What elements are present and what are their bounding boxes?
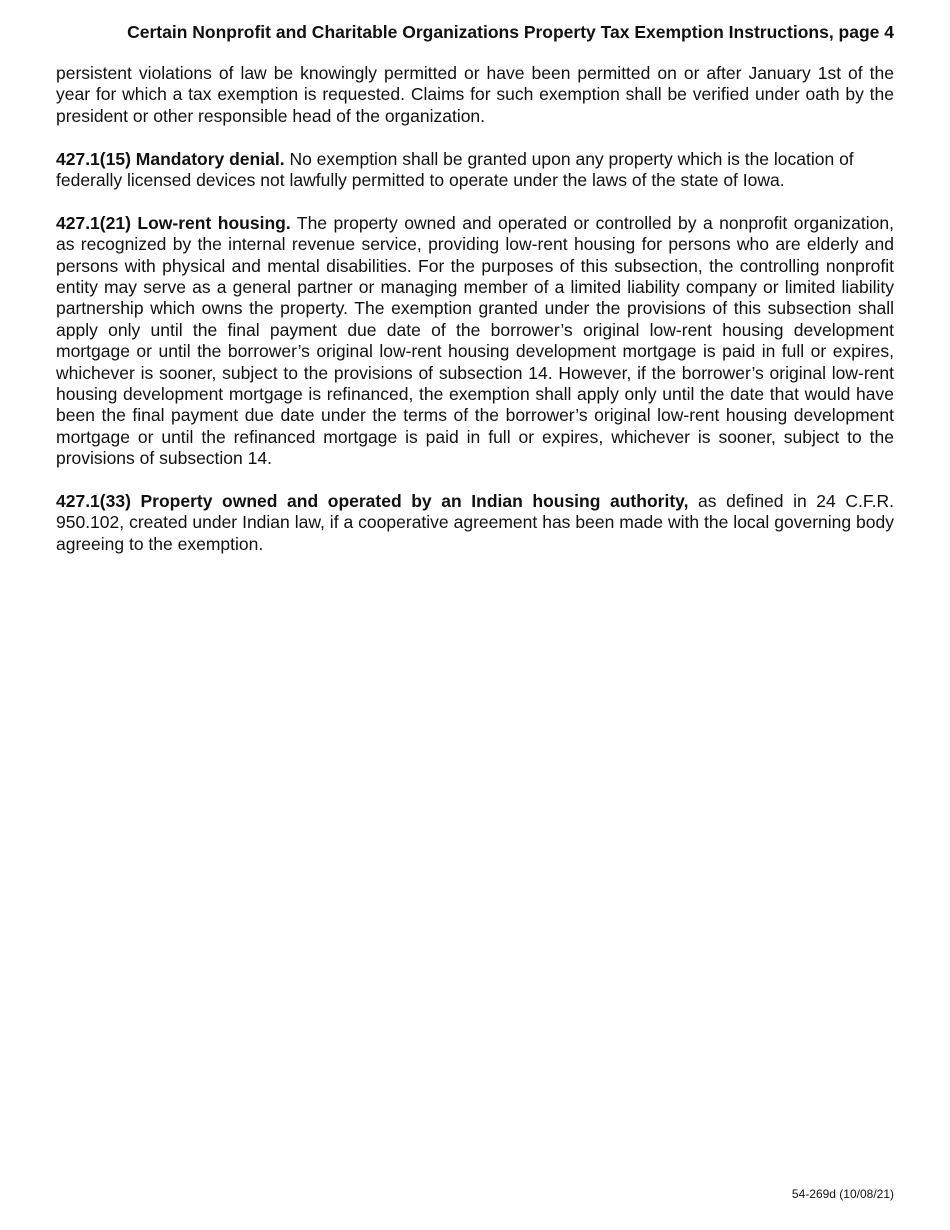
section-heading: 427.1(21) Low-rent housing. xyxy=(56,212,291,233)
paragraph-text: as defined in 24 C.F.R. 950.102, created under Indian law, if a cooperative agreement has been made with the local governing body agreeing to the exemption. xyxy=(56,491,894,554)
header-title-part1: Certain Nonprofit and Charitable Organizations xyxy=(127,22,519,42)
header-title-part2: Property Tax Exemption Instructions, page 4 xyxy=(523,22,894,42)
paragraph-text: No exemption shall be granted upon any property which is the location of federally licensed devices not lawfully permitted to operate under the laws of the state of Iowa. xyxy=(56,148,854,191)
section-heading: 427.1(15) Mandatory denial. xyxy=(56,148,285,169)
paragraph-continuation xyxy=(56,63,894,127)
paragraph-text: persistent violations of law be knowingly permitted or have been permitted on or after January 1st of the year for which a tax exemption is requested. Claims for such exemption shall be verified under oath by the president or other responsible head of the organization. xyxy=(56,63,894,126)
form-number: 54-269d (10/08/21) xyxy=(791,1187,894,1201)
page-header xyxy=(56,20,894,44)
paragraph-low-rent-housing xyxy=(56,213,894,470)
document-body xyxy=(56,63,894,577)
section-heading: 427.1(33) Property owned and operated by an Indian housing authority, xyxy=(56,491,689,512)
paragraph-text: The property owned and operated or controlled by a nonprofit organization, as recognized by the internal revenue service, providing low-rent housing for persons who are elderly and persons with physical and mental disabilities. For the purposes of this subsection, the controlling nonprofit entity may serve as a general partner or managing member of a limited liability company or limited liability partnership which owns the property. The exemption granted under the provisions of this subsection shall apply only until the final payment due date of the borrower’s original low-rent housing development mortgage or until the borrower’s original low-rent housing development mortgage is paid in full or expires, whichever is sooner, subject to the provisions of subsection 14. However, if the borrower’s original low-rent housing development mortgage is refinanced, the exemption shall apply only until the date that would have been the final payment due date under the terms of the borrower’s original low-rent housing development mortgage or until the refinanced mortgage is paid in full or expires, whichever is sooner, subject to the provisions of subsection 14. xyxy=(56,212,894,469)
paragraph-indian-housing-authority xyxy=(56,491,894,555)
paragraph-mandatory-denial xyxy=(56,149,894,192)
